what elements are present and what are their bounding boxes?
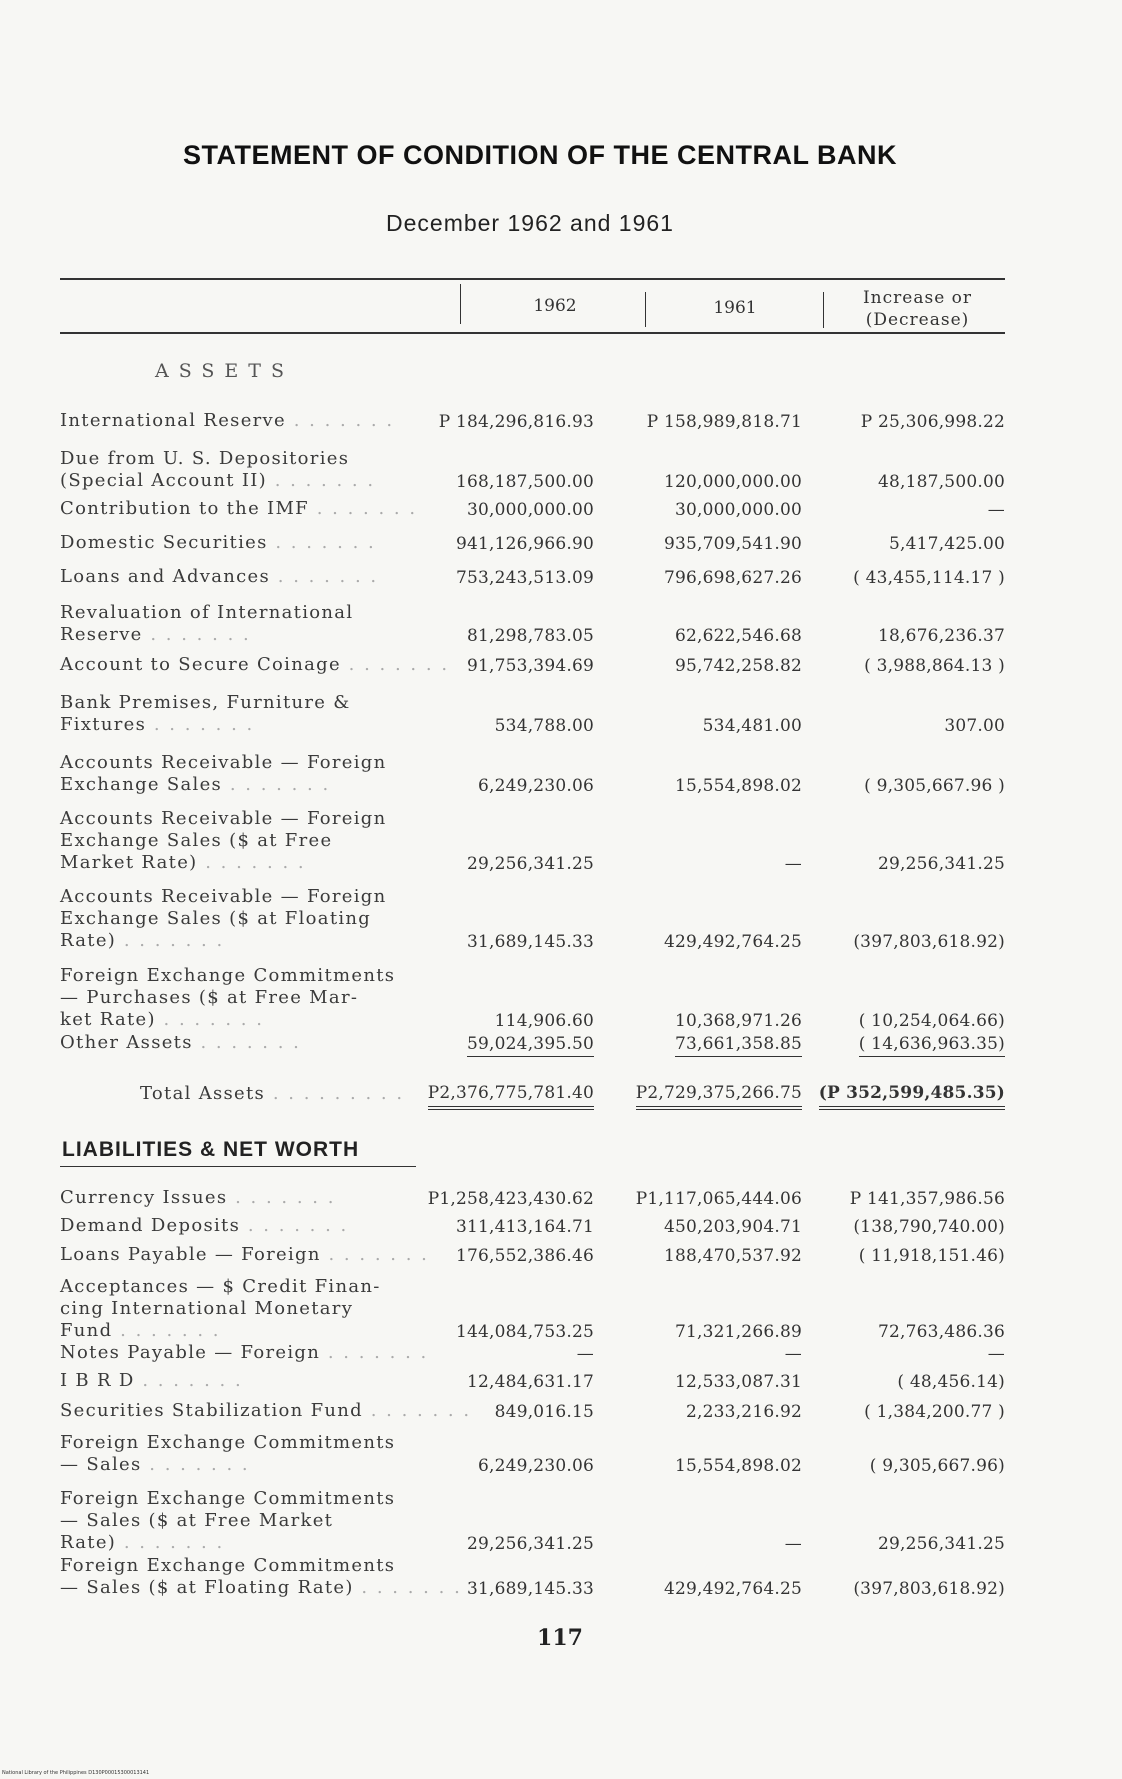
assets-row-label: Accounts Receivable — Foreign Exchange Sales . . . . . . .	[60, 752, 387, 795]
liabilities-row-label: Foreign Exchange Commitments — Sales ($ at Free Market Rate) . . . . . . .	[60, 1488, 396, 1553]
assets-row-label: Contribution to the IMF . . . . . . .	[60, 498, 418, 519]
assets-value-1962: 30,000,000.00	[467, 500, 594, 520]
liabilities-row-label: Notes Payable — Foreign . . . . . . .	[60, 1342, 429, 1363]
column-header-change-line2: (Decrease)	[865, 310, 970, 330]
total-assets-label: Total Assets . . . . . . . . .	[140, 1083, 405, 1104]
assets-value-1961: 429,492,764.25	[664, 932, 802, 952]
liabilities-value-1962: 6,249,230.06	[478, 1456, 594, 1476]
liabilities-value-1962: P1,258,423,430.62	[427, 1189, 594, 1209]
assets-row-label: Account to Secure Coinage . . . . . . .	[60, 654, 450, 675]
liabilities-value-change: ( 1,384,200.77 )	[864, 1402, 1005, 1422]
assets-value-1961: 935,709,541.90	[664, 534, 802, 554]
document-subtitle: December 1962 and 1961	[386, 210, 674, 236]
assets-value-1962: 29,256,341.25	[467, 854, 594, 874]
assets-value-1962: 91,753,394.69	[467, 656, 594, 676]
assets-value-1962: 81,298,783.05	[467, 626, 594, 646]
liabilities-value-change: 29,256,341.25	[878, 1534, 1005, 1554]
assets-row-label: Loans and Advances . . . . . . .	[60, 566, 379, 587]
liabilities-value-1961: 12,533,087.31	[675, 1372, 802, 1392]
archive-footer: National Library of the Philippines D130P00015300013141	[2, 1770, 150, 1776]
assets-value-change: 18,676,236.37	[878, 626, 1005, 646]
assets-value-1961: 95,742,258.82	[675, 656, 802, 676]
header-top-rule	[60, 278, 1005, 280]
assets-row-label: Accounts Receivable — Foreign Exchange Sales ($ at Floating Rate) . . . . . . .	[60, 886, 387, 951]
assets-value-1961: —	[784, 854, 802, 874]
liabilities-value-change: ( 11,918,151.46)	[858, 1246, 1005, 1266]
assets-row-label: Foreign Exchange Commitments — Purchases ($ at Free Mar- ket Rate) . . . . . . .	[60, 965, 396, 1030]
assets-value-1961: P 158,989,818.71	[646, 412, 802, 432]
assets-value-change: ( 10,254,064.66)	[858, 1011, 1005, 1031]
assets-value-change: 48,187,500.00	[878, 472, 1005, 492]
liabilities-value-1961: 450,203,904.71	[664, 1217, 802, 1237]
assets-value-change: ( 43,455,114.17 )	[853, 568, 1005, 588]
assets-value-1962: 6,249,230.06	[478, 776, 594, 796]
liabilities-row-label: Demand Deposits . . . . . . .	[60, 1215, 349, 1236]
liabilities-value-1962: 29,256,341.25	[467, 1534, 594, 1554]
assets-row-label: International Reserve . . . . . . .	[60, 410, 395, 431]
total-assets-1962: P2,376,775,781.40	[428, 1083, 594, 1110]
header-bottom-rule	[60, 332, 1005, 334]
assets-value-change: ( 9,305,667.96 )	[864, 776, 1005, 796]
liabilities-heading-underline	[60, 1166, 416, 1167]
liabilities-value-1961: P1,117,065,444.06	[635, 1189, 802, 1209]
assets-value-1961: 534,481.00	[702, 716, 802, 736]
liabilities-value-1962: 31,689,145.33	[467, 1579, 594, 1599]
liabilities-value-change: (138,790,740.00)	[853, 1217, 1005, 1237]
assets-value-change: 29,256,341.25	[878, 854, 1005, 874]
liabilities-value-change: —	[987, 1344, 1005, 1364]
column-header-1961: 1961	[713, 298, 757, 318]
assets-value-1962: 753,243,513.09	[456, 568, 594, 588]
assets-value-1962: 534,788.00	[494, 716, 594, 736]
liabilities-row-label: Securities Stabilization Fund . . . . . . .	[60, 1400, 472, 1421]
assets-value-1962: P 184,296,816.93	[438, 412, 594, 432]
liabilities-value-1961: 429,492,764.25	[664, 1579, 802, 1599]
assets-row-label: Due from U. S. Depositories (Special Account II) . . . . . . .	[60, 448, 376, 491]
liabilities-value-1961: 15,554,898.02	[675, 1456, 802, 1476]
liabilities-value-change: (397,803,618.92)	[853, 1579, 1005, 1599]
page-number: 117	[537, 1625, 583, 1651]
liabilities-value-change: ( 48,456.14)	[897, 1372, 1005, 1392]
liabilities-row-label: Acceptances — $ Credit Finan- cing International Monetary Fund . . . . . . .	[60, 1276, 381, 1341]
liabilities-row-label: I B R D . . . . . . .	[60, 1370, 243, 1391]
liabilities-row-label: Foreign Exchange Commitments — Sales ($ at Floating Rate) . . . . . . .	[60, 1555, 462, 1598]
assets-value-1962: 31,689,145.33	[467, 932, 594, 952]
liabilities-value-1962: 849,016.15	[494, 1402, 594, 1422]
assets-value-1961: 15,554,898.02	[675, 776, 802, 796]
liabilities-value-1962: 12,484,631.17	[467, 1372, 594, 1392]
assets-row-label: Revaluation of International Reserve . . . . . . .	[60, 602, 354, 645]
assets-value-1961: 73,661,358.85	[675, 1034, 802, 1057]
column-separator	[645, 292, 646, 327]
liabilities-value-1961: 2,233,216.92	[686, 1402, 802, 1422]
liabilities-value-1961: 188,470,537.92	[664, 1246, 802, 1266]
assets-value-change: 307.00	[944, 716, 1005, 736]
assets-row-label: Accounts Receivable — Foreign Exchange Sales ($ at Free Market Rate) . . . . . . .	[60, 808, 387, 873]
assets-value-1961: 796,698,627.26	[664, 568, 802, 588]
assets-value-1961: 120,000,000.00	[664, 472, 802, 492]
liabilities-heading: LIABILITIES & NET WORTH	[62, 1138, 360, 1161]
liabilities-row-label: Loans Payable — Foreign . . . . . . .	[60, 1244, 429, 1265]
liabilities-value-change: ( 9,305,667.96)	[869, 1456, 1005, 1476]
liabilities-value-1962: —	[576, 1344, 594, 1364]
column-separator	[460, 284, 461, 324]
total-assets-change: (P 352,599,485.35)	[819, 1083, 1005, 1110]
assets-value-change: (397,803,618.92)	[853, 932, 1005, 952]
column-header-change-line1: Increase or	[862, 288, 973, 308]
liabilities-value-1961: —	[784, 1344, 802, 1364]
liabilities-value-change: P 141,357,986.56	[849, 1189, 1005, 1209]
total-assets-1961: P2,729,375,266.75	[636, 1083, 802, 1110]
liabilities-value-1962: 176,552,386.46	[456, 1246, 594, 1266]
liabilities-value-1962: 311,413,164.71	[456, 1217, 594, 1237]
assets-value-change: P 25,306,998.22	[860, 412, 1005, 432]
assets-value-1962: 168,187,500.00	[456, 472, 594, 492]
assets-value-1962: 114,906.60	[494, 1011, 594, 1031]
assets-value-1961: 30,000,000.00	[675, 500, 802, 520]
liabilities-value-1962: 144,084,753.25	[456, 1322, 594, 1342]
assets-value-change: 5,417,425.00	[889, 534, 1005, 554]
liabilities-row-label: Foreign Exchange Commitments — Sales . . . . . . .	[60, 1432, 396, 1475]
assets-value-1962: 59,024,395.50	[467, 1034, 594, 1057]
document-title: STATEMENT OF CONDITION OF THE CENTRAL BANK	[183, 140, 897, 170]
column-header-1962: 1962	[533, 296, 577, 316]
column-separator	[823, 292, 824, 328]
assets-value-1961: 10,368,971.26	[675, 1011, 802, 1031]
assets-value-change: —	[987, 500, 1005, 520]
assets-heading: ASSETS	[155, 360, 294, 382]
assets-value-1961: 62,622,546.68	[675, 626, 802, 646]
assets-value-change: ( 3,988,864.13 )	[864, 656, 1005, 676]
liabilities-value-change: 72,763,486.36	[878, 1322, 1005, 1342]
liabilities-row-label: Currency Issues . . . . . . .	[60, 1187, 336, 1208]
assets-row-label: Domestic Securities . . . . . . .	[60, 532, 376, 553]
liabilities-value-1961: —	[784, 1534, 802, 1554]
assets-value-change: ( 14,636,963.35)	[859, 1034, 1005, 1057]
assets-value-1962: 941,126,966.90	[456, 534, 594, 554]
assets-row-label: Other Assets . . . . . . .	[60, 1032, 301, 1053]
assets-row-label: Bank Premises, Furniture & Fixtures . . . . . . .	[60, 692, 351, 735]
liabilities-value-1961: 71,321,266.89	[675, 1322, 802, 1342]
